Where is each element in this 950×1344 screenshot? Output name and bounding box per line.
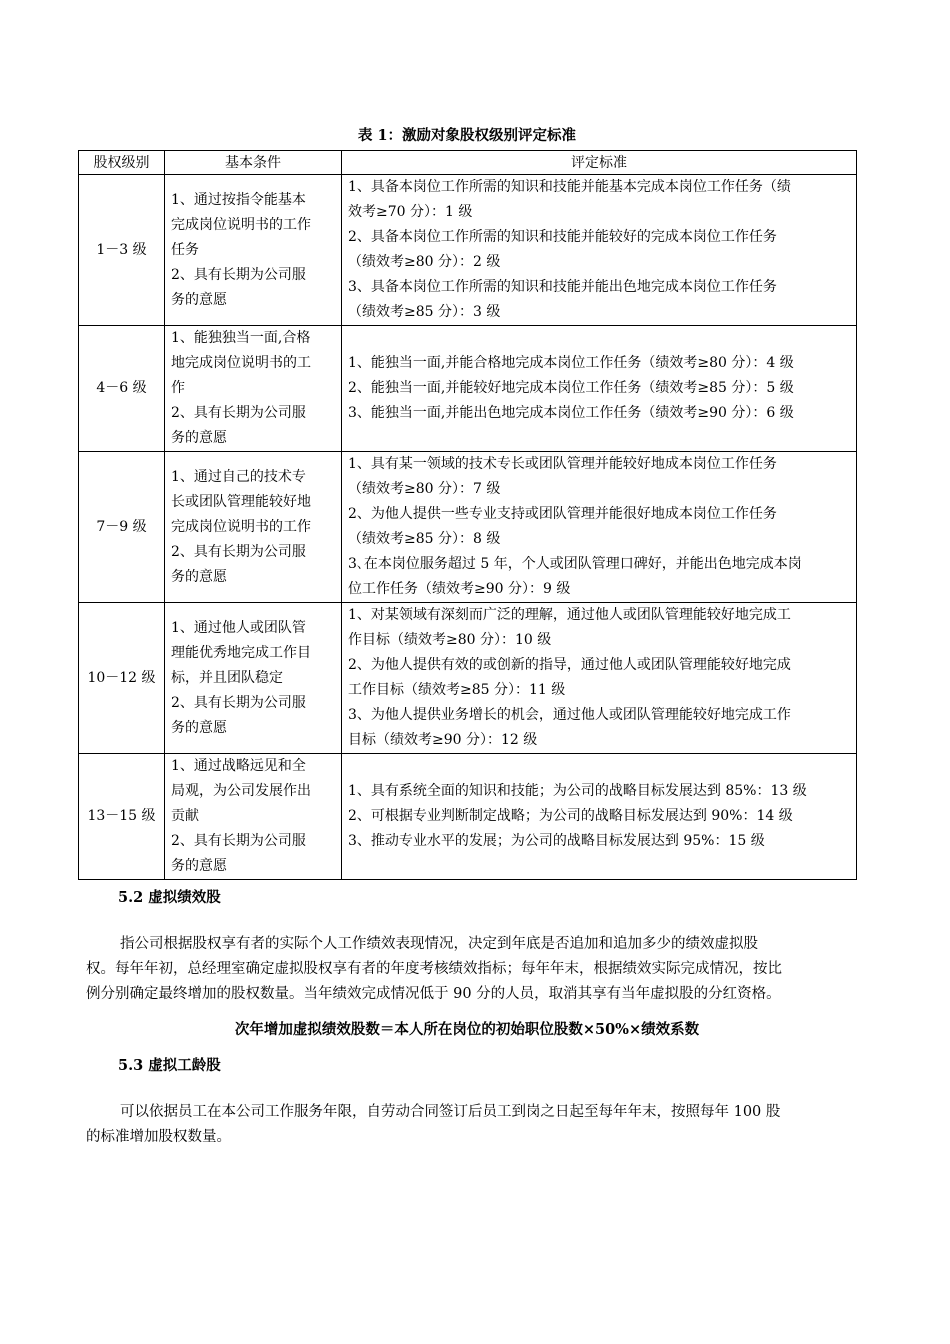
condition-line: 贡献 xyxy=(171,808,199,824)
criteria-line: 3、能独当一面,并能出色地完成本岗位工作任务（绩效考≥90 分）：6 级 xyxy=(348,405,794,421)
condition-line: 局观，为公司发展作出 xyxy=(171,783,311,799)
condition-line: 2、具有长期为公司服 xyxy=(171,266,306,283)
table-row xyxy=(79,326,857,452)
section-heading-virtual-performance-shares: 5.2 虚拟绩效股 xyxy=(118,889,221,906)
criteria-line: 位工作任务（绩效考≥90 分）：9 级 xyxy=(348,581,571,597)
paragraph-line: 例分别确定最终增加的股权数量。当年绩效完成情况低于 90 分的人员，取消其享有当年虚拟股的分红资格。 xyxy=(86,986,781,1002)
condition-line: 1、通过战略远见和全 xyxy=(171,758,306,774)
condition-line: 2、具有长期为公司服 xyxy=(171,543,306,560)
paragraph-line: 指公司根据股权享有者的实际个人工作绩效表现情况，决定到年底是否追加和追加多少的绩效虚拟股 xyxy=(120,936,758,952)
header-criteria: 评定标准 xyxy=(342,151,857,175)
table-row xyxy=(79,754,857,880)
condition-line: 1、能独独当一面,合格 xyxy=(171,330,311,346)
criteria-line: 效考≥70 分）：1 级 xyxy=(348,204,473,220)
paragraph-line: 的标准增加股权数量。 xyxy=(86,1129,231,1145)
condition-line: 完成岗位说明书的工作 xyxy=(171,518,311,535)
condition-line: 理能优秀地完成工作目 xyxy=(171,644,311,661)
level-cell: 7－9 级 xyxy=(79,452,165,603)
table-row xyxy=(79,452,857,603)
paragraph-line: 权。每年年初，总经理室确定虚拟股权享有者的年度考核绩效指标；每年年末，根据绩效实际完成情况，按比 xyxy=(86,961,782,977)
condition-line: 作 xyxy=(171,380,185,396)
criteria-line: 3､在本岗位服务超过 5 年，个人或团队管理口碑好，并能出色地完成本岗 xyxy=(348,556,802,572)
condition-line: 务的意愿 xyxy=(171,430,227,446)
table-row xyxy=(79,603,857,754)
condition-line: 标，并且团队稳定 xyxy=(171,669,283,686)
condition-line: 1、通过他人或团队管 xyxy=(171,619,306,636)
criteria-line: 目标（绩效考≥90 分）：12 级 xyxy=(348,732,538,748)
level-cell: 4－6 级 xyxy=(79,326,165,452)
header-level: 股权级别 xyxy=(79,151,165,175)
formula: 次年增加虚拟绩效股数＝本人所在岗位的初始职位股数×50%×绩效系数 xyxy=(234,1021,700,1038)
criteria-line: 2、具备本岗位工作所需的知识和技能并能较好的完成本岗位工作任务 xyxy=(348,229,777,245)
criteria-line: 1、具备本岗位工作所需的知识和技能并能基本完成本岗位工作任务（绩 xyxy=(348,179,791,195)
condition-line: 1、通过按指令能基本 xyxy=(171,191,306,208)
condition-line: 任务 xyxy=(171,241,199,258)
criteria-line: 1、对某领域有深刻而广泛的理解，通过他人或团队管理能较好地完成工 xyxy=(348,607,791,623)
condition-line: 长或团队管理能较好地 xyxy=(171,493,311,510)
criteria-cell xyxy=(342,175,857,326)
criteria-line: 作目标（绩效考≥80 分）：10 级 xyxy=(348,632,552,648)
criteria-line: 1、具有系统全面的知识和技能；为公司的战略目标发展达到 85%：13 级 xyxy=(348,783,807,799)
condition-line: 2、具有长期为公司服 xyxy=(171,694,306,711)
criteria-line: （绩效考≥85 分）：3 级 xyxy=(348,304,501,320)
level-cell: 1－3 级 xyxy=(79,175,165,326)
condition-line: 地完成岗位说明书的工 xyxy=(171,355,311,371)
criteria-line: 2、为他人提供一些专业支持或团队管理并能很好地成本岗位工作任务 xyxy=(348,506,777,522)
table-row xyxy=(79,175,857,326)
criteria-line: 1、具有某一领域的技术专长或团队管理并能较好地成本岗位工作任务 xyxy=(348,456,777,472)
criteria-line: （绩效考≥80 分）：7 级 xyxy=(348,481,501,497)
criteria-line: （绩效考≥85 分）：8 级 xyxy=(348,531,501,547)
table-title: 表 1：激励对象股权级别评定标准 xyxy=(357,127,577,144)
level-cell: 10－12 级 xyxy=(79,603,165,754)
criteria-cell xyxy=(342,754,857,880)
conditions-cell xyxy=(165,452,342,603)
level-cell: 13－15 级 xyxy=(79,754,165,880)
criteria-line: （绩效考≥80 分）：2 级 xyxy=(348,254,501,270)
paragraph-line: 可以依据员工在本公司工作服务年限，自劳动合同签订后员工到岗之日起至每年年末，按照每年 100 股 xyxy=(120,1104,781,1120)
header-conditions: 基本条件 xyxy=(165,151,342,175)
criteria-line: 3、为他人提供业务增长的机会，通过他人或团队管理能较好地完成工作 xyxy=(348,707,791,723)
criteria-cell xyxy=(342,603,857,754)
conditions-cell xyxy=(165,754,342,880)
condition-line: 2、具有长期为公司服 xyxy=(171,405,306,421)
criteria-cell xyxy=(342,326,857,452)
condition-line: 完成岗位说明书的工作 xyxy=(171,216,311,233)
criteria-line: 1、能独当一面,并能合格地完成本岗位工作任务（绩效考≥80 分）：4 级 xyxy=(348,355,794,371)
criteria-line: 2、能独当一面,并能较好地完成本岗位工作任务（绩效考≥85 分）：5 级 xyxy=(348,380,794,396)
equity-level-table xyxy=(78,150,857,880)
conditions-cell xyxy=(165,326,342,452)
criteria-line: 2、可根据专业判断制定战略；为公司的战略目标发展达到 90%：14 级 xyxy=(348,808,793,824)
criteria-cell xyxy=(342,452,857,603)
conditions-cell xyxy=(165,603,342,754)
table-header-row xyxy=(79,151,857,175)
criteria-line: 2、为他人提供有效的或创新的指导，通过他人或团队管理能较好地完成 xyxy=(348,657,791,673)
condition-line: 务的意愿 xyxy=(171,291,227,308)
conditions-cell xyxy=(165,175,342,326)
condition-line: 1、通过自己的技术专 xyxy=(171,468,306,485)
criteria-line: 3、推动专业水平的发展；为公司的战略目标发展达到 95%：15 级 xyxy=(348,833,765,849)
condition-line: 务的意愿 xyxy=(171,858,227,874)
criteria-line: 3、具备本岗位工作所需的知识和技能并能出色地完成本岗位工作任务 xyxy=(348,279,777,295)
section-52-paragraph xyxy=(86,932,856,1007)
condition-line: 务的意愿 xyxy=(171,719,227,736)
condition-line: 2、具有长期为公司服 xyxy=(171,833,306,849)
section-heading-virtual-seniority-shares: 5.3 虚拟工龄股 xyxy=(118,1057,221,1074)
criteria-line: 工作目标（绩效考≥85 分）：11 级 xyxy=(348,682,566,698)
section-53-paragraph xyxy=(86,1100,856,1150)
condition-line: 务的意愿 xyxy=(171,568,227,585)
